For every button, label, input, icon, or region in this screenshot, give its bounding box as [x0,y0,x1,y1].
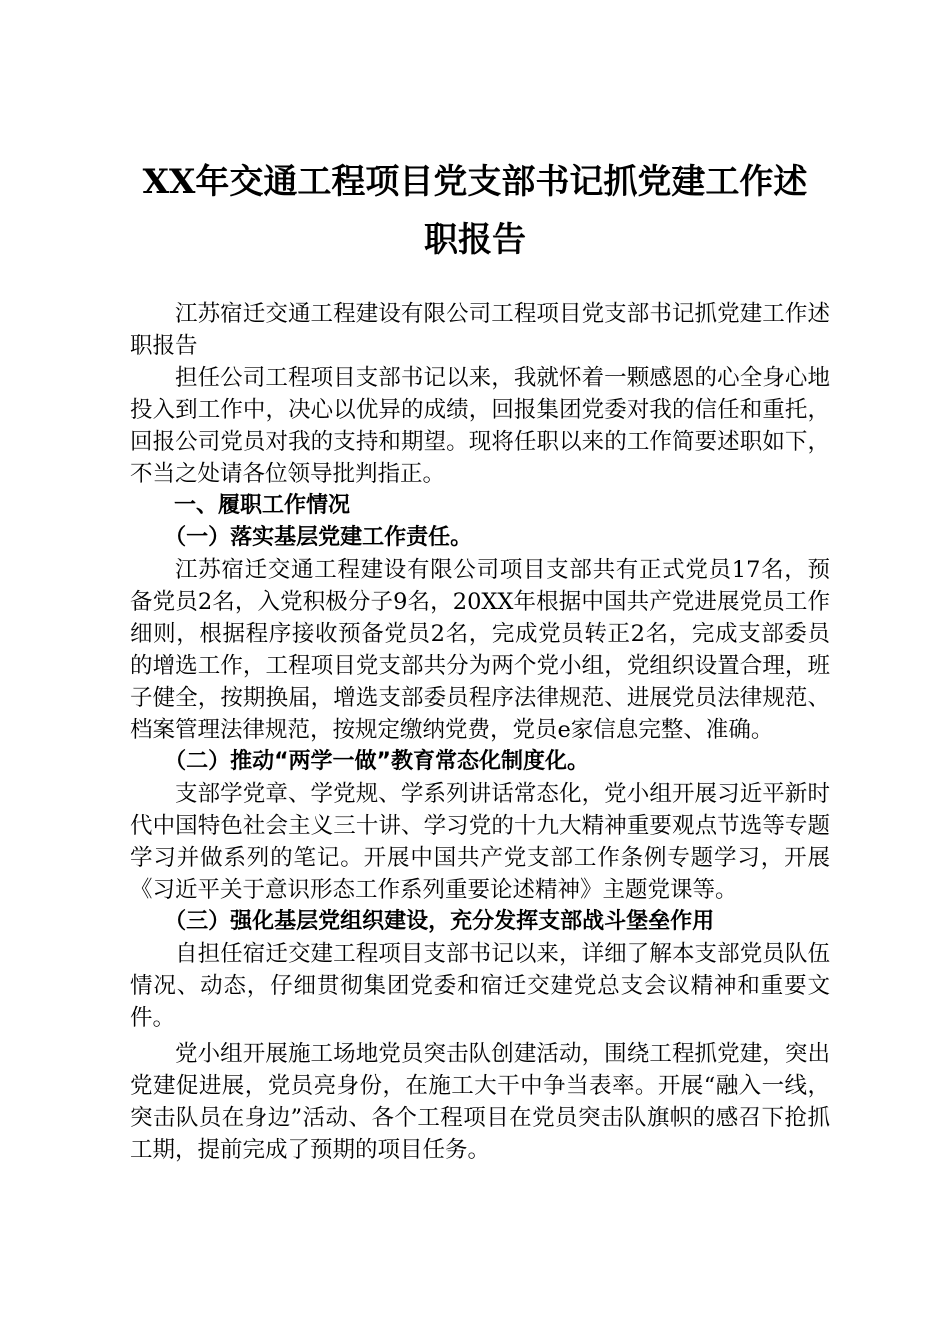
document-title-line-2: 职报告 [424,220,526,260]
subsection-heading-2: （二）推动“两学一做”教育常态化制度化。 [164,749,590,774]
subsection-2-paragraph: 支部学党章、学党规、学系列讲话常态化，党小组开展习近平新时代中国特色社会主义三十讲、学习党的十九大精神重要观点节选等专题学习并做系列的笔记。开展中国共产党支部工作条例专题学习，开展《习近平关于意识形态工作系列重要论述精神》主题党课等。 [130,781,830,903]
document-body [130,298,830,1166]
section-heading-1: 一、履职工作情况 [174,493,351,518]
intro-paragraph-2: 担任公司工程项目支部书记以来，我就怀着一颗感恩的心全身心地投入到工作中，决心以优异的成绩，回报集团党委对我的信任和重托，回报公司党员对我的支持和期望。现将任职以来的工作简要述职如下，不当之处请各位领导批判指正。 [130,365,830,487]
subsection-1-paragraph: 江苏宿迁交通工程建设有限公司项目支部共有正式党员17名，预备党员2名，入党积极分子9名，20XX年根据中国共产党进展党员工作细则，根据程序接收预备党员2名，完成党员转正2名，完成支部委员的增选工作，工程项目党支部共分为两个党小组，党组织设置合理，班子健全，按期换届，增选支部委员程序法律规范、进展党员法律规范、档案管理法律规范，按规定缴纳党费，党员e家信息完整、准确。 [130,557,830,743]
subsection-3-paragraph-2: 党小组开展施工场地党员突击队创建活动，围绕工程抓党建，突出党建促进展，党员亮身份，在施工大干中争当表率。开展“融入一线，突击队员在身边”活动、各个工程项目在党员突击队旗帜的感召下抢抓工期，提前完成了预期的项目任务。 [130,1041,830,1163]
subsection-3-paragraph-1: 自担任宿迁交建工程项目支部书记以来，详细了解本支部党员队伍情况、动态，仔细贯彻集团党委和宿迁交建党总支会议精神和重要文件。 [130,941,830,1031]
subsection-heading-3: （三）强化基层党组织建设，充分发挥支部战斗堡垒作用 [164,909,715,934]
subsection-heading-1: （一）落实基层党建工作责任。 [164,525,473,550]
document-title-line-1: XX年交通工程项目党支部书记抓党建工作述 [142,162,808,202]
intro-paragraph-1: 江苏宿迁交通工程建设有限公司工程项目党支部书记抓党建工作述职报告 [130,301,830,359]
